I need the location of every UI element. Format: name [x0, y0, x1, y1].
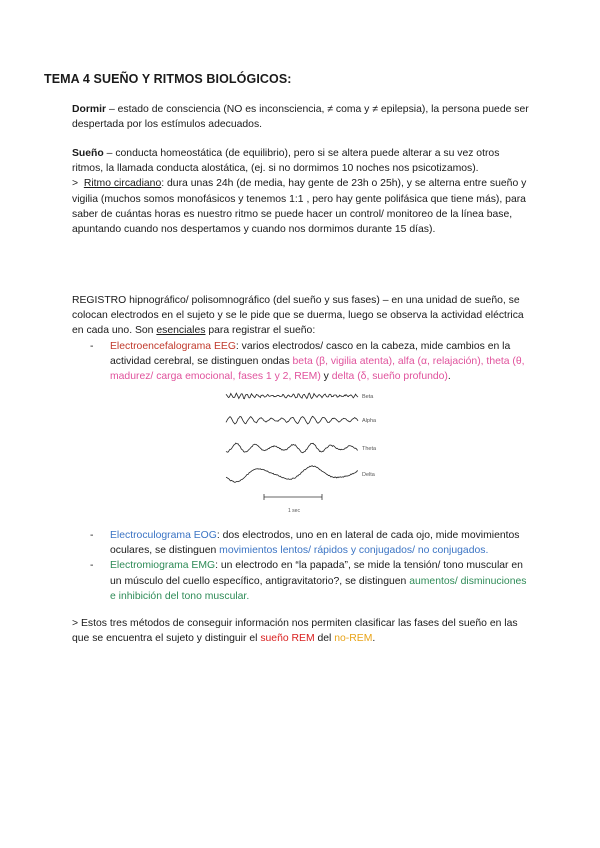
final-del: del: [314, 633, 335, 645]
list-dash: -: [90, 560, 94, 572]
esenciales-word: esenciales: [156, 325, 206, 337]
dormir-paragraph: [72, 102, 532, 132]
eog-name: Electroculograma EOG: [110, 530, 217, 541]
eeg-delta: delta (δ, sueño profundo): [331, 371, 448, 383]
emg-tono: aumentos/ disminuciones e inhibición del tono muscular.: [110, 575, 527, 602]
wave-label-delta: Delta: [362, 472, 375, 478]
delta-wave: [226, 466, 358, 482]
ritmo-term: Ritmo circadiano: [83, 178, 162, 190]
eeg-waves-figure: [222, 384, 392, 524]
sueno-definition: – conducta homeostática (de equilibrio), pero si se altera puede alterar a su vez otros ritmos, la llamada conducta alostática, (ej. si no dormimos 10 noches nos psicotizamos).: [72, 148, 500, 175]
list-item-eog: [90, 528, 532, 558]
eeg-and: y: [320, 371, 332, 383]
scale-label: 1 sec: [288, 508, 300, 514]
norem-term: no-REM: [334, 633, 373, 645]
wave-label-theta: Theta: [362, 446, 377, 452]
list-dash: -: [90, 340, 94, 352]
final-end: .: [372, 633, 376, 645]
dormir-term: Dormir: [72, 104, 107, 115]
eog-movements: movimientos lentos/ rápidos y conjugados/ no conjugados.: [219, 545, 489, 557]
registro-intro: REGISTRO hipnográfico/ polisomnográfico (del sueño y sus fases) – en una unidad de sueño, se colocan electrodos en el sujeto y se le pide que se duerma, luego se observa la actividad eléctrica en cada uno. Son: [72, 295, 524, 337]
sueno-term: Sueño: [72, 148, 104, 159]
emg-name: Electromiograma EMG: [110, 560, 216, 572]
theta-wave: [226, 443, 358, 453]
wave-label-beta: Beta: [362, 394, 374, 400]
eeg-end: .: [447, 371, 451, 383]
eeg-text: : varios electrodos/ casco en la cabeza, mide cambios en la actividad cerebral, se distinguen ondas: [110, 340, 511, 367]
conclusion-paragraph: [72, 616, 532, 646]
registro-paragraph: [72, 293, 532, 384]
rem-term: sueño REM: [260, 633, 315, 645]
ritmo-prefix: >: [72, 178, 84, 190]
wave-label-alpha: Alpha: [362, 418, 377, 424]
emg-text: : un electrodo en “la papada”, se mide la tensión/ tono muscular en un músculo del cuello específico, antigravitatorio?, se distinguen: [110, 560, 523, 587]
list-item-eeg: [90, 339, 532, 385]
registro-list-continued: [72, 528, 532, 604]
list-dash: -: [90, 530, 94, 541]
beta-wave: [226, 393, 358, 399]
list-item-emg: [90, 558, 532, 604]
registro-intro-end: para registrar el sueño:: [205, 325, 316, 337]
page-title: TEMA 4 SUEÑO Y RITMOS BIOLÓGICOS:: [44, 72, 292, 86]
eeg-name: Electroencefalograma EEG: [110, 340, 236, 352]
eog-text: : dos electrodos, uno en en lateral de cada ojo, mide movimientos oculares, se distinguen: [110, 530, 520, 557]
eeg-waves: beta (β, vigilia atenta), alfa (α, relajación), theta (θ, madurez/ carga emocional, fases 1 y 2, REM): [110, 355, 525, 383]
final-text: > Estos tres métodos de conseguir información nos permiten clasificar las fases del sueño en las que se encuentra el sujeto y distinguir el: [72, 618, 518, 645]
alpha-wave: [226, 416, 358, 424]
ritmo-definition: : dura unas 24h (de media, hay gente de 23h o 25h), y se alterna entre sueño y vigilia (muchos somos monofásicos y tenemos 1:1 , pero hay gente polifásica que tiene más), para saber de cuántas horas es nuestro ritmo se puede hacer un control/ monitoreo de la línea base, apuntando cuando nos despertamos y cuando nos dormimos durante 15 días).: [72, 178, 527, 236]
wave-traces: [226, 393, 358, 482]
sueno-paragraph: [72, 146, 532, 237]
dormir-definition: – estado de consciencia (NO es inconsciencia, ≠ coma y ≠ epilepsia), la persona puede ser despertada por los estímulos adecuados.: [72, 104, 529, 131]
